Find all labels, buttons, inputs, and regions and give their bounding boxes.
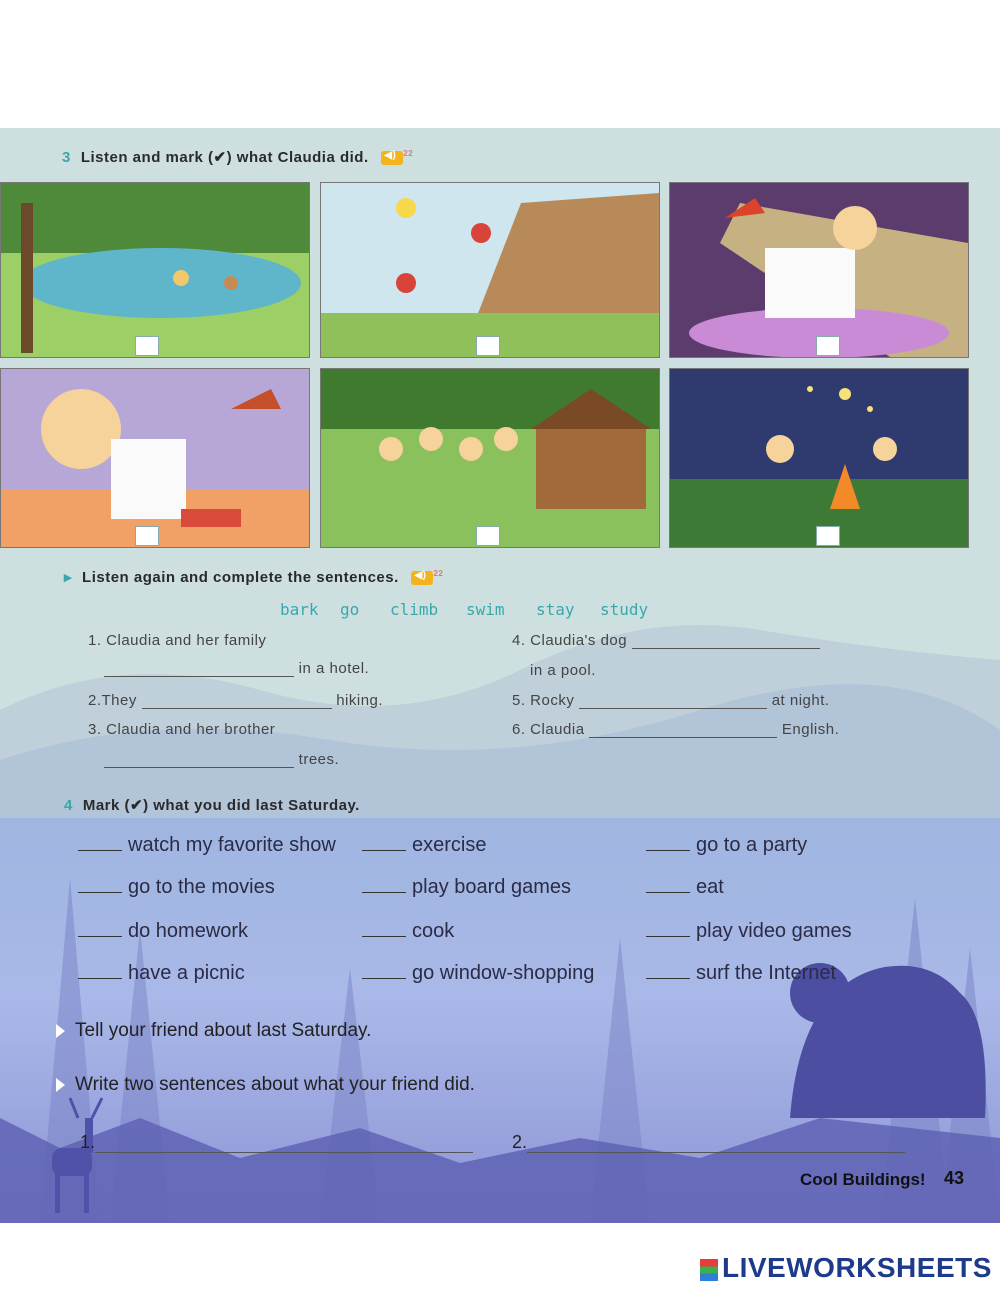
- sentence-5: [512, 692, 830, 709]
- activity-blank[interactable]: [362, 892, 406, 893]
- instruction-tell-friend: Tell your friend about last Saturday.: [56, 1020, 371, 1042]
- rock-climbing-picture: [320, 182, 660, 358]
- activity-item: go to a party: [646, 834, 807, 857]
- exercise3b-heading: [64, 568, 443, 586]
- sentence-3-tail: trees.: [298, 751, 340, 768]
- sentence-1-end: [104, 660, 369, 677]
- answer-blank-6[interactable]: [589, 737, 777, 738]
- bear-silhouette: [790, 963, 986, 1118]
- activity-item: do homework: [78, 920, 248, 943]
- answer-blank-2[interactable]: [142, 708, 332, 709]
- activity-blank[interactable]: [362, 936, 406, 937]
- activity-blank[interactable]: [78, 978, 122, 979]
- activity-blank[interactable]: [646, 978, 690, 979]
- answer-blank-5[interactable]: [579, 708, 767, 709]
- picture6-checkbox[interactable]: [816, 526, 840, 546]
- exercise3-number: 3: [62, 149, 71, 166]
- writing-line-2-label: 2.: [512, 1132, 528, 1152]
- activity-blank[interactable]: [646, 892, 690, 893]
- word-bank-item: bark: [280, 600, 319, 619]
- mountain-silhouette: [0, 560, 1000, 820]
- audio-icon[interactable]: [411, 571, 433, 585]
- writing-line-2: [512, 1132, 905, 1153]
- activity-item: play video games: [646, 920, 852, 943]
- picture3-checkbox[interactable]: [816, 336, 840, 356]
- campfire-night-picture: [669, 368, 969, 548]
- word-bank-item: study: [600, 600, 649, 619]
- audio-track-number: 22: [433, 569, 444, 578]
- answer-blank-1[interactable]: [104, 676, 294, 677]
- answer-blank-4[interactable]: [632, 648, 820, 649]
- activity-blank[interactable]: [78, 892, 122, 893]
- exercise3b-title: Listen again and complete the sentences.: [82, 569, 399, 586]
- reading-lamp-picture: [669, 182, 969, 358]
- instruction-write-sentences: Write two sentences about what your friend did.: [56, 1074, 475, 1096]
- writing-line-1-input[interactable]: [95, 1152, 473, 1153]
- activity-blank[interactable]: [646, 850, 690, 851]
- sentence-4-start: 4. Claudia's dog: [512, 632, 628, 649]
- exercise3-title: Listen and mark (✔) what Claudia did.: [80, 149, 369, 166]
- writing-line-2-input[interactable]: [527, 1152, 905, 1153]
- liveworksheets-logo: LIVEWORKSHEETS: [700, 1252, 992, 1284]
- sentence-5-start: 5. Rocky: [512, 692, 575, 709]
- swimming-lake-picture: [0, 182, 310, 358]
- sentence-5-tail: at night.: [771, 692, 830, 709]
- sentence-2: [88, 692, 383, 709]
- bullet-arrow-icon: ▸: [64, 569, 73, 586]
- bullet-triangle-icon: [56, 1024, 65, 1038]
- activity-blank[interactable]: [646, 936, 690, 937]
- writing-line-1-label: 1.: [80, 1132, 96, 1152]
- word-bank-item: stay: [536, 600, 575, 619]
- picture2-checkbox[interactable]: [476, 336, 500, 356]
- liveworksheets-logo-icon: [700, 1259, 718, 1281]
- sentence-1-tail: in a hotel.: [298, 660, 370, 677]
- activity-item: surf the Internet: [646, 962, 836, 985]
- sentence-1-start: 1. Claudia and her family: [88, 632, 267, 649]
- picture4-checkbox[interactable]: [135, 526, 159, 546]
- activity-item: watch my favorite show: [78, 834, 336, 857]
- activity-item: exercise: [362, 834, 486, 857]
- picture5-checkbox[interactable]: [476, 526, 500, 546]
- sentence-3-start: 3. Claudia and her brother: [88, 721, 276, 738]
- sentence-4-tail: in a pool.: [530, 662, 596, 679]
- sentence-6-tail: English.: [781, 721, 840, 738]
- footer-book-title: Cool Buildings!: [800, 1170, 926, 1189]
- word-bank-item: climb: [390, 600, 439, 619]
- exercise4-title: Mark (✔) what you did last Saturday.: [82, 797, 360, 814]
- family-cabin-picture: [320, 368, 660, 548]
- word-bank-item: go: [340, 600, 360, 619]
- sentence-2-start: 2.They: [88, 692, 137, 709]
- activity-blank[interactable]: [362, 978, 406, 979]
- sentence-3-end: [104, 751, 339, 768]
- exercise4-heading: [64, 796, 360, 814]
- answer-blank-3[interactable]: [104, 767, 294, 768]
- activity-item: have a picnic: [78, 962, 245, 985]
- writing-line-1: [80, 1132, 473, 1153]
- exercise4-number: 4: [64, 797, 73, 814]
- sentence-2-tail: hiking.: [336, 692, 384, 709]
- activity-item: go to the movies: [78, 876, 275, 899]
- bullet-triangle-icon: [56, 1078, 65, 1092]
- activity-item: cook: [362, 920, 454, 943]
- activity-item: go window-shopping: [362, 962, 594, 985]
- sentence-6-start: 6. Claudia: [512, 721, 585, 738]
- activity-blank[interactable]: [78, 850, 122, 851]
- activity-item: play board games: [362, 876, 571, 899]
- exercise3-heading: [62, 148, 413, 166]
- activity-blank[interactable]: [362, 850, 406, 851]
- studying-desk-picture: [0, 368, 310, 548]
- audio-track-number: 22: [403, 149, 414, 158]
- sentence-6: [512, 721, 839, 738]
- sentence-4: [512, 632, 820, 649]
- word-bank-item: swim: [466, 600, 505, 619]
- activity-blank[interactable]: [78, 936, 122, 937]
- audio-icon[interactable]: [381, 151, 403, 165]
- activity-item: eat: [646, 876, 724, 899]
- picture1-checkbox[interactable]: [135, 336, 159, 356]
- footer-page-number: 43: [944, 1168, 965, 1188]
